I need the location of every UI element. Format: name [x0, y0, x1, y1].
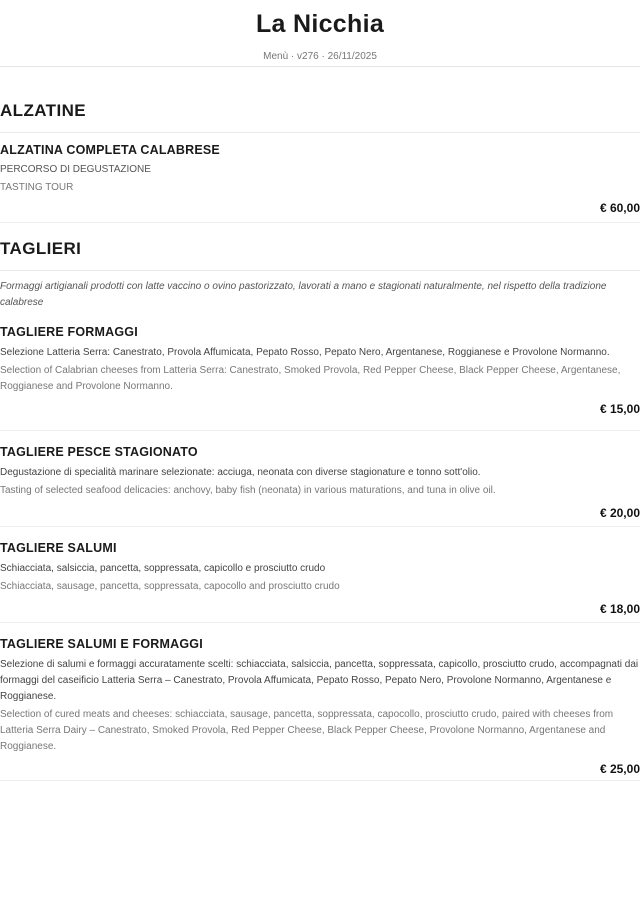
- item-description-en: TASTING TOUR: [0, 182, 74, 193]
- menu-item: [0, 539, 640, 623]
- item-description-it: PERCORSO DI DEGUSTAZIONE: [0, 164, 151, 175]
- menu-version-date: Menù · v276 · 26/11/2025: [263, 51, 377, 62]
- menu-item: [0, 141, 640, 223]
- item-name: ALZATINA COMPLETA CALABRESE: [0, 143, 220, 157]
- item-price: € 18,00: [599, 602, 640, 616]
- menu-header: [0, 0, 640, 67]
- item-description-en: Schiacciata, sausage, pancetta, soppressata, capocollo and prosciutto crudo: [0, 581, 340, 592]
- menu-item: [0, 443, 640, 527]
- item-price: € 60,00: [599, 201, 640, 215]
- item-price: € 15,00: [599, 402, 640, 416]
- item-description-it: Degustazione di specialità marinare selezionate: acciuga, neonata con diverse stagionature e tonno sott'olio.: [0, 467, 481, 478]
- item-name: TAGLIERE PESCE STAGIONATO: [0, 445, 198, 459]
- item-description-it: Selezione di salumi e formaggi accuratamente scelti: schiacciata, salsiccia, pancetta, soppressata, capicollo, prosciutto crudo, accompagnati dai formaggi del caseificio Latteria Serra – Canestrato, Provola Affumicata, Pepato Rosso, Pepato Nero, Provolone Normanno, Argentanese e Roggianese.: [0, 659, 639, 702]
- item-description-it: Schiacciata, salsiccia, pancetta, soppressata, capicollo e prosciutto crudo: [0, 563, 326, 574]
- section-title: TAGLIERI: [0, 238, 640, 271]
- item-name: TAGLIERE FORMAGGI: [0, 325, 138, 339]
- item-description-en: Selection of Calabrian cheeses from Latteria Serra: Canestrato, Smoked Provola, Red Pepper Cheese, Black Pepper Cheese, Argentanese, Roggianese and Provolone Normanno.: [0, 365, 621, 392]
- item-description-it: Selezione Latteria Serra: Canestrato, Provola Affumicata, Pepato Rosso, Pepato Nero, Argentanese, Roggianese e Provolone Normanno.: [0, 347, 610, 358]
- section-intro: Formaggi artigianali prodotti con latte vaccino o ovino pastorizzato, lavorati a mano e stagionati naturalmente, nel rispetto della tradizione calabrese: [0, 281, 607, 308]
- menu-item: [0, 635, 640, 781]
- item-description-en: Tasting of selected seafood delicacies: anchovy, baby fish (neonata) in various maturations, and tuna in olive oil.: [0, 485, 496, 496]
- item-price: € 20,00: [599, 506, 640, 520]
- menu-item: [0, 323, 640, 431]
- item-description-en: Selection of cured meats and cheeses: schiacciata, sausage, pancetta, soppressata, capocollo, prosciutto crudo, paired with cheeses from Latteria Serra Dairy – Canestrato, Smoked Provola, Red Pepper Cheese, Black Pepper Cheese, Provolone Normanno, Argentanese and Roggianese.: [0, 709, 614, 752]
- item-name: TAGLIERE SALUMI: [0, 541, 117, 555]
- item-price: € 25,00: [599, 762, 640, 776]
- section-alzatine: [0, 100, 640, 223]
- restaurant-title: La Nicchia: [255, 10, 385, 38]
- section-title: ALZATINE: [0, 100, 640, 133]
- section-taglieri: [0, 238, 640, 781]
- item-name: TAGLIERE SALUMI E FORMAGGI: [0, 637, 203, 651]
